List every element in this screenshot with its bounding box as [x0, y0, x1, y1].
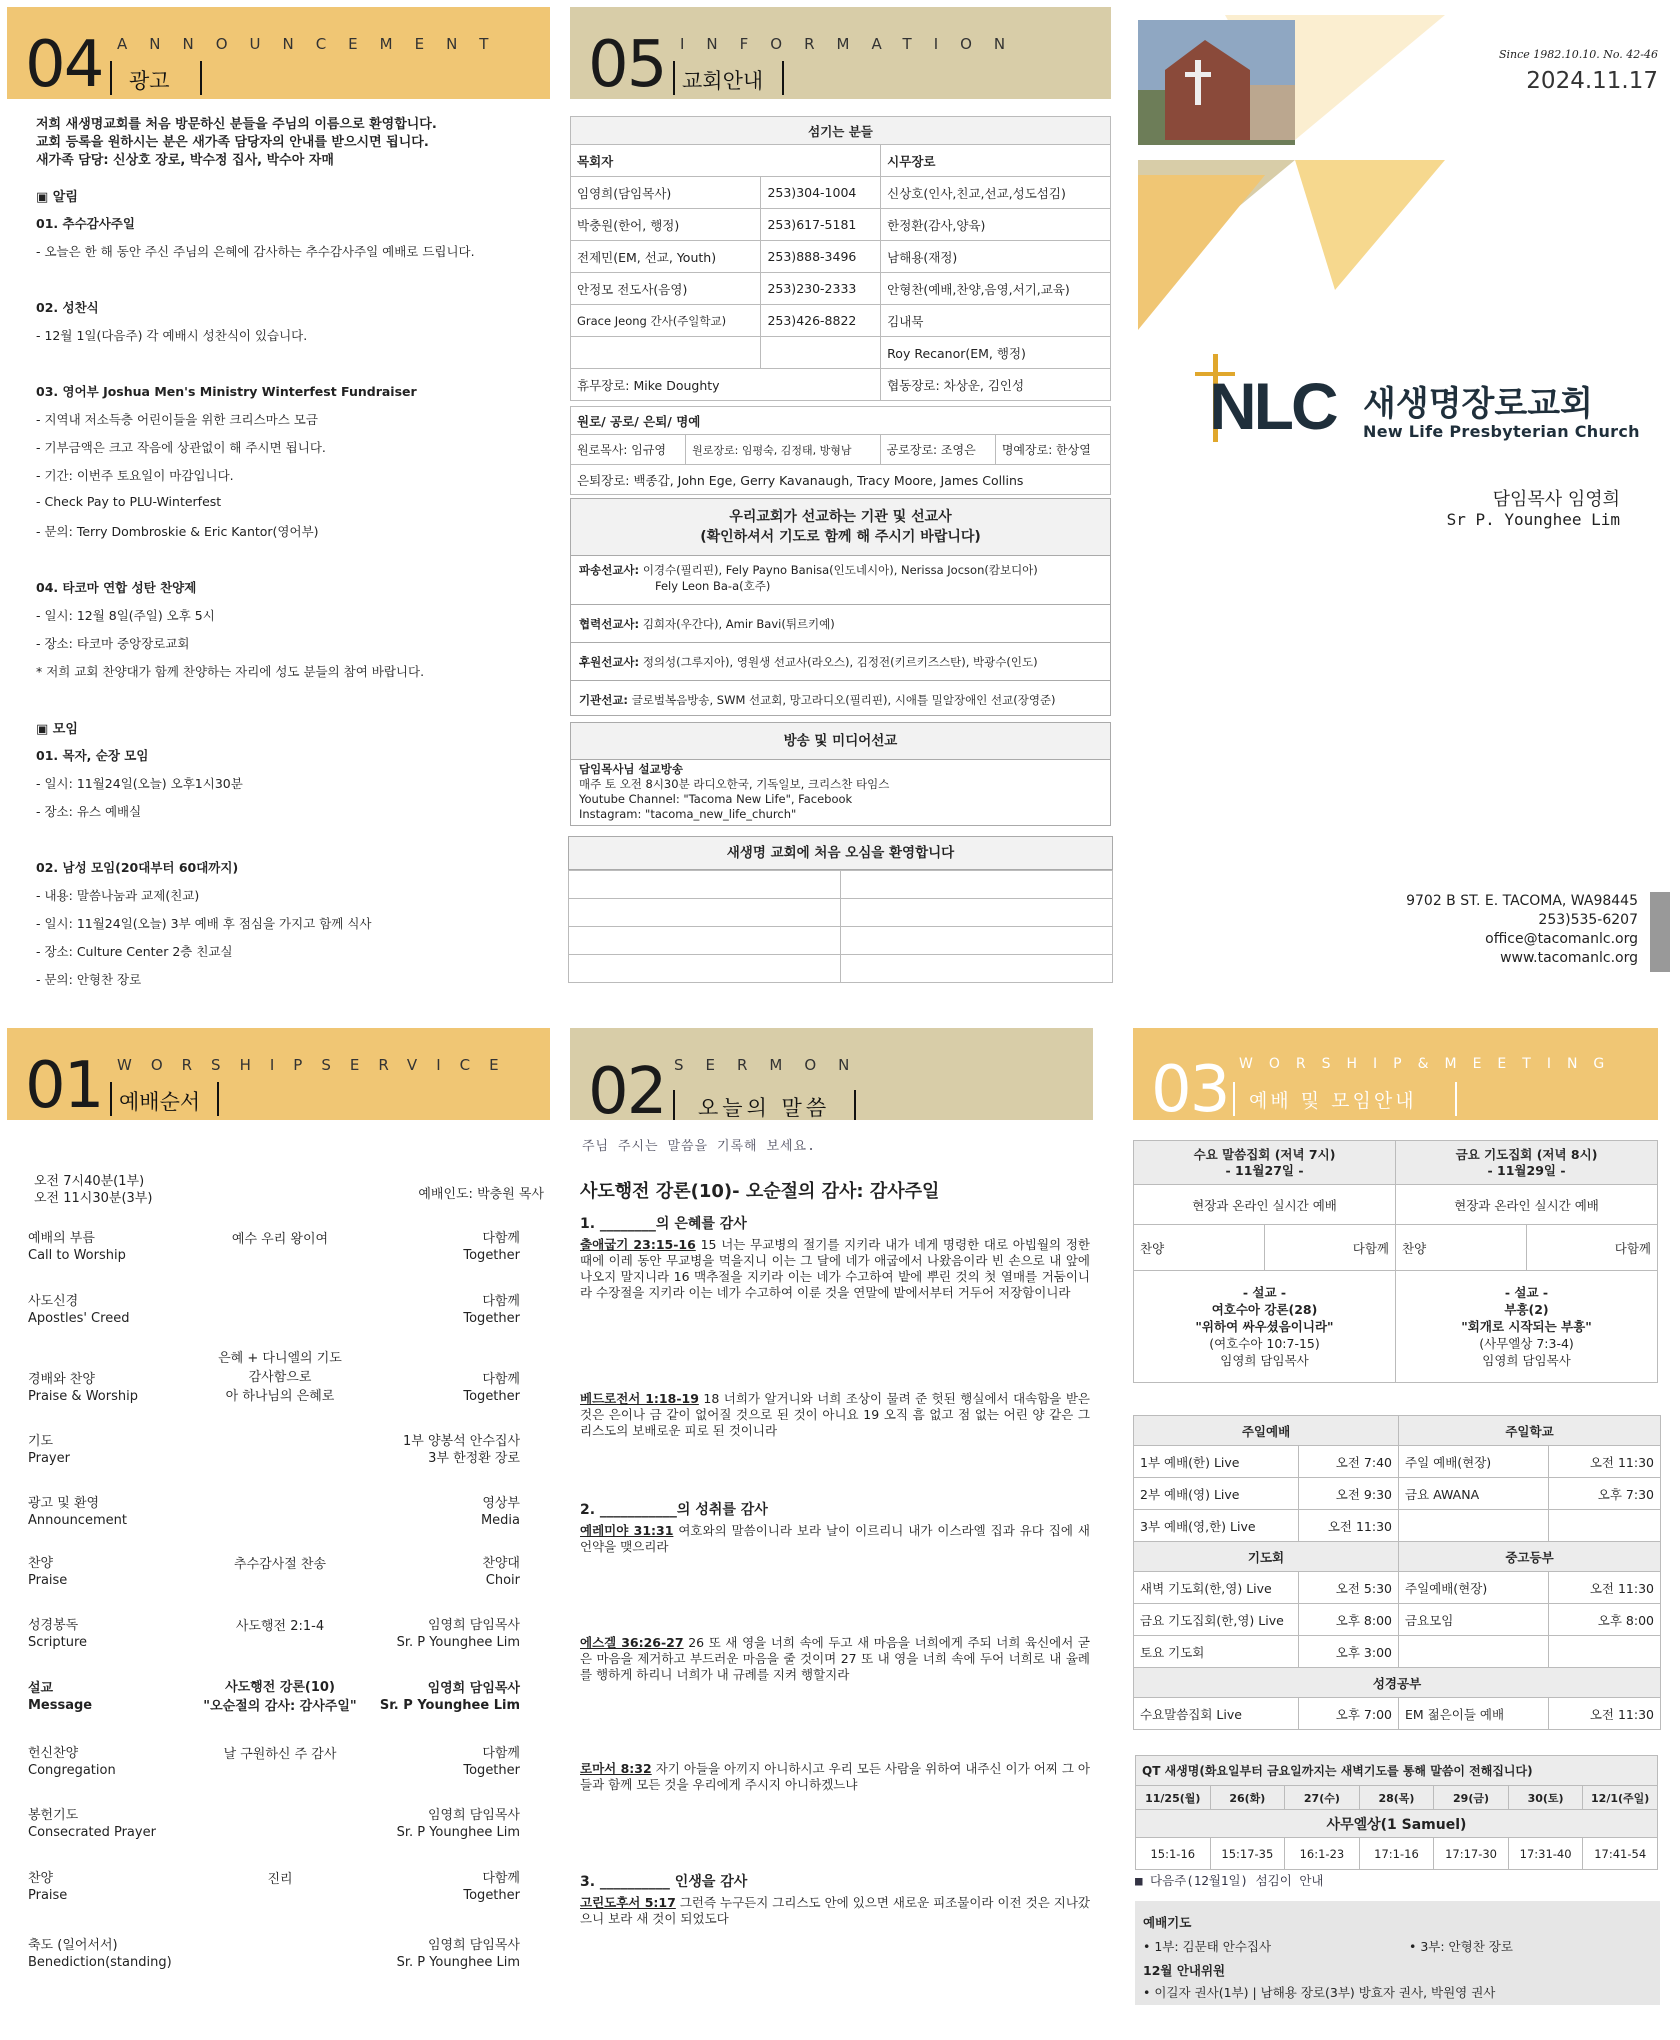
- worship-m: 사도행전 2:1-4: [235, 1619, 325, 1634]
- table-row: 임영희(담임목사) 253)304-1004 신상호(인사,친교,선교,성도섬김): [571, 177, 1111, 209]
- announcement-header: [7, 7, 550, 99]
- intro-line: 새가족 담당: 신상호 장로, 박수정 집사, 박수아 자매: [36, 153, 334, 168]
- worship-a: 예배의 부름 Call to Worship: [28, 1231, 126, 1263]
- sermon-title: 사도행전 강론(10)- 오순절의 감사: 감사주일: [580, 1181, 940, 1202]
- scripture-passage: 고린도후서 5:17 그런즉 누구든지 그리스도 안에 있으면 새로운 피조물이라 이전 것은 지나갔으니 보라 새 것이 되었도다: [580, 1895, 1090, 1926]
- worship-m: 추수감사절 찬송: [233, 1557, 327, 1572]
- coop-elder: 협동장로: 차상운, 김인성: [881, 369, 1111, 401]
- mission-title: [570, 498, 1111, 556]
- email-link[interactable]: office@tacomanlc.org: [1485, 931, 1638, 947]
- divider: [200, 61, 202, 95]
- table-row: 원로목사: 임규영 원로장로: 임평숙, 김정태, 방형남 공로장로: 조영은 명예장로: 한상열: [571, 435, 1111, 465]
- worship-a: 성경봉독 Scripture: [28, 1618, 88, 1650]
- pray-item: • 1부: 김문태 안수집사: [1143, 1939, 1272, 1954]
- qt-day: 29(금): [1434, 1786, 1509, 1810]
- media-line: Youtube Channel: "Tacoma New Life", Facebook: [579, 792, 853, 806]
- staff-title: 섬기는 분들: [571, 117, 1111, 145]
- next-week-box: [1135, 1901, 1660, 2005]
- qt-reference: 17:31-40: [1508, 1838, 1583, 1870]
- notice-line: - 일시: 11월24일(오늘) 오후1시30분: [36, 776, 243, 791]
- media-line: 매주 토 오전 8시30분 라디오한국, 기독일보, 크리스찬 타임스: [579, 777, 890, 791]
- table-row: Roy Recanor(EM, 행정): [571, 337, 1111, 369]
- worship-a: 찬양 Praise: [28, 1556, 68, 1588]
- notice-title: 03. 영어부 Joshua Men's Ministry Winterfest Fundraiser: [36, 384, 417, 399]
- notice-line: - 오늘은 한 해 동안 주신 주님의 은혜에 감사하는 추수감사주일 예배로 드립니다.: [36, 244, 475, 259]
- col-header: 시무장로: [881, 145, 1111, 177]
- worship-m: 사도행전 강론(10) "오순절의 감사: 감사주일": [203, 1680, 357, 1714]
- worship-a: 헌신찬양 Congregation: [28, 1746, 116, 1778]
- pastor-kor: 담임목사 임영희: [1492, 489, 1620, 510]
- notice-line: - Check Pay to PLU-Winterfest: [36, 494, 222, 509]
- table-row: 3부 예배(영,한) Live 오전 11:30: [1134, 1510, 1661, 1542]
- table-row: 금요 기도집회(한,영) Live 오후 8:00 금요모임 오후 8:00: [1134, 1604, 1661, 1636]
- elders-table: [570, 406, 1111, 495]
- church-address: [1406, 892, 1638, 968]
- section-title: 예배 및 모임안내: [1249, 1090, 1417, 1112]
- worship-r: 찬양대 Choir: [482, 1556, 520, 1588]
- mission-list: [570, 556, 1111, 716]
- col-header: 목회자: [571, 145, 881, 177]
- notice-line: - 지역내 저소득층 어린이들을 위한 크리스마스 모금: [36, 412, 318, 427]
- worship-m: 진리: [267, 1872, 293, 1887]
- side-bar: [1650, 892, 1670, 972]
- qt-day: 27(수): [1285, 1786, 1360, 1810]
- qt-day: 11/25(월): [1136, 1786, 1211, 1810]
- next-week-heading: ■ 다음주(12월1일) 섬김이 안내: [1135, 1873, 1324, 1888]
- table-row: 2부 예배(영) Live 오전 9:30 금요 AWANA 오후 7:30: [1134, 1478, 1661, 1510]
- notice-line: - 기간: 이번주 토요일이 마감입니다.: [36, 468, 234, 483]
- section-title: 교회안내: [682, 69, 764, 93]
- section-number: 04: [25, 28, 103, 99]
- section-title: 예배순서: [119, 1090, 201, 1114]
- sermon-header: [570, 1028, 1093, 1120]
- bulletin-date: 2024.11.17: [1526, 68, 1658, 94]
- sermon-point: 3. __________ 인생을 감사: [580, 1874, 748, 1890]
- table-row: 수요말씀집회 Live 오후 7:00 EM 젊은이들 예배 오전 11:30: [1134, 1698, 1661, 1730]
- worship-a: 찬양 Praise: [28, 1871, 68, 1903]
- notice-line: - 장소: 타코마 중앙장로교회: [36, 636, 190, 651]
- worship-r: 임영희 담임목사 Sr. P Younghee Lim: [379, 1681, 520, 1713]
- list-item: 후원선교사: 정의성(그루지아), 영원생 선교사(라오스), 김정전(키르키즈스탄), 박광수(인도): [579, 655, 1038, 669]
- worship-a: 설교 Message: [28, 1681, 93, 1713]
- section-label: SERMON: [674, 1056, 872, 1074]
- worship-r: 다함께 Together: [463, 1294, 520, 1326]
- worship-m: 은혜 + 다니엘의 기도 감사함으로 아 하나님의 은혜로: [218, 1351, 342, 1404]
- church-name-kor: 새생명장로교회: [1363, 384, 1593, 424]
- pastor-en: Sr P. Younghee Lim: [1446, 510, 1620, 529]
- intro-line: 저희 새생명교회를 처음 방문하신 분들을 주님의 이름으로 환영합니다.: [36, 117, 437, 132]
- retired-elders: 은퇴장로: 백종갑, John Ege, Gerry Kavanaugh, Tracy Moore, James Collins: [571, 465, 1111, 495]
- section-title: 광고: [129, 69, 170, 93]
- media-box: [570, 760, 1111, 826]
- divider: [1233, 1082, 1235, 1116]
- panel-worship-order: [0, 1025, 560, 2040]
- panel-worship-meeting: [1125, 1025, 1680, 2040]
- qt-reference: 17:41-54: [1583, 1838, 1658, 1870]
- mission-title-line: (확인하셔서 기도로 함께 해 주시기 바랍니다): [700, 529, 981, 545]
- midweek-table: 수요 말씀집회 (저녁 7시) - 11월27일 - 금요 기도집회 (저녁 8시) - 11월29일 - 현장과 온라인 실시간 예배 현장과 온라인 실시간 예배 찬양 다함께 찬양 다함께 - 설교 - 여호수아 강론(28) "위하여 싸우셨음이니라" (여호수아 10:7-15) 임영희 담임목사 - 설교 - 부흥(2) "회개로 시작되는 부흥" (사무엘상 7:3-4) 임영희 담임목사: [1133, 1140, 1658, 1383]
- notice-line: - 내용: 말씀나눔과 교제(친교): [36, 888, 200, 903]
- qt-day: 12/1(주일): [1583, 1786, 1658, 1810]
- guide-item: • 이길자 권사(1부) | 남해용 장로(3부) 방효자 권사, 박원영 권사: [1143, 1985, 1496, 2000]
- intro-line: 교회 등록을 원하시는 분은 새가족 담당자의 안내를 받으시면 됩니다.: [36, 135, 429, 150]
- notice-line: - 장소: Culture Center 2층 친교실: [36, 944, 233, 959]
- since-text: Since 1982.10.10. No. 42-46: [1498, 48, 1658, 61]
- meeting-header: [1133, 1028, 1658, 1120]
- qt-reference: 15:1-16: [1136, 1838, 1211, 1870]
- qt-day: 26(화): [1210, 1786, 1285, 1810]
- schedule-table: 주일예배 주일학교 1부 예배(한) Live 오전 7:40 주일 예배(현장) 오전 11:30 2부 예배(영) Live 오전 9:30 금요 AWANA 오후 7:30 3부 예배(영,한) Live 오전 11:30 기도회 중고등부 새벽 기도회(한,영) Live 오전 5:30 주일예배(현장) 오전 11:30 금요 기도집회(한,영) Live 오후 8:00 금요모임 오후 8:00 토요 기도회 오후 3:00 성경공부 수요말씀집회 Live 오후 7:00 EM 젊은이들 예배 오전 11:30: [1133, 1415, 1661, 1730]
- media-title: 방송 및 미디어선교: [570, 722, 1111, 760]
- table-row: 1부 예배(한) Live 오전 7:40 주일 예배(현장) 오전 11:30: [1134, 1446, 1661, 1478]
- notice-line: - 문의: 안형찬 장로: [36, 972, 142, 987]
- elder-title: 원로/ 공로/ 은퇴/ 명예: [571, 407, 1111, 435]
- divider: [217, 1082, 219, 1116]
- worship-r: 임영희 담임목사 Sr. P Younghee Lim: [396, 1938, 520, 1970]
- pray-heading: 예배기도: [1143, 1915, 1192, 1930]
- worship-leader: 예배인도: 박충원 목사: [418, 1187, 544, 1202]
- information-header: [570, 7, 1111, 99]
- divider: [673, 61, 675, 95]
- service-time: 오전 7시40분(1부): [34, 1174, 145, 1189]
- section-label: WORSHIP&MEETING: [1239, 1056, 1621, 1072]
- section-number: 01: [25, 1049, 103, 1120]
- table-row: Grace Jeong 간사(주일학교) 253)426-8822 김내묵: [571, 305, 1111, 337]
- section-title: 오늘의 말씀: [698, 1096, 831, 1120]
- qt-reference: 16:1-23: [1285, 1838, 1360, 1870]
- qt-reference: 17:17-30: [1434, 1838, 1509, 1870]
- worship-r: 영상부 Media: [480, 1496, 520, 1528]
- worship-header: [7, 1028, 550, 1120]
- section-number: 05: [588, 28, 666, 99]
- worship-a: 봉헌기도 Consecrated Prayer: [28, 1808, 156, 1840]
- meeting-heading: ▣ 모임: [36, 722, 78, 737]
- phone: 253)535-6207: [1538, 912, 1638, 928]
- worship-m: 날 구원하신 주 감사: [223, 1747, 337, 1762]
- mission-title-line: 우리교회가 선교하는 기관 및 선교사: [729, 509, 952, 525]
- worship-m: 예수 우리 왕이여: [231, 1232, 329, 1247]
- notice-line: - 장소: 유스 예배실: [36, 804, 142, 819]
- scripture-passage: 에스겔 36:26-27 26 또 새 영을 너희 속에 두고 새 마음을 너희에게 주되 너희 육신에서 굳은 마음을 제거하고 부드러운 마음을 줄 것이며 27 또 내 영을 너희 속에 두어 너희로 내 율례를 행하게 하리니 너희가 내 규례를 지켜 행할지라: [580, 1635, 1090, 1682]
- divider: [782, 61, 784, 95]
- section-label: ANNOUNCEMENT: [117, 35, 511, 53]
- divider: [854, 1090, 856, 1120]
- table-row: 전제민(EM, 선교, Youth) 253)888-3496 남해용(재정): [571, 241, 1111, 273]
- scripture-passage: 로마서 8:32 자기 아들을 아끼지 아니하시고 우리 모든 사람을 위하여 내주신 이가 어찌 그 아들과 함께 모든 것을 우리에게 주시지 아니하겠느냐: [580, 1761, 1090, 1792]
- qt-reference: 15:17-35: [1210, 1838, 1285, 1870]
- notice-line: - 일시: 12월 8일(주일) 오후 5시: [36, 608, 215, 623]
- website-link[interactable]: www.tacomanlc.org: [1500, 950, 1638, 966]
- notice-line: - 문의: Terry Dombroskie & Eric Kantor(영어부): [36, 524, 319, 539]
- media-line: 담임목사님 설교방송: [579, 762, 683, 776]
- sermon-note: 주님 주시는 말씀을 기록해 보세요.: [582, 1139, 816, 1154]
- notice-line: * 저희 교회 찬양대가 함께 찬양하는 자리에 성도 분들의 참여 바랍니다.: [36, 664, 425, 679]
- worship-r: 다함께 Together: [463, 1871, 520, 1903]
- welcome-intro: [36, 116, 437, 170]
- notice-line: - 기부금액은 크고 작음에 상관없이 해 주시면 됩니다.: [36, 440, 326, 455]
- staff-table: [570, 116, 1111, 401]
- rest-elder: 휴무장로: Mike Doughty: [571, 369, 881, 401]
- section-label: INFORMATION: [680, 35, 1028, 53]
- service-time: 오전 11시30분(3부): [34, 1191, 153, 1206]
- list-item: 파송선교사: 이경수(필리핀), Fely Payno Banisa(인도네시아), Nerissa Jocson(캄보디아) Fely Leon Ba-a(호주): [579, 563, 1038, 593]
- scripture-passage: 출애굽기 23:15-16 15 너는 무교병의 절기를 지키라 내가 네게 명령한 대로 아빕월의 정한 때에 이레 동안 무교병을 먹을지니 이는 그 달에 네가 애굽에서 나왔음이라 빈 손으로 내 앞에 나오지 말지니라 16 맥추절을 지키라 이는 네가 수고하여 밭에 뿌린 것의 첫 열매를 거둠이니라 수장절을 지키라 이는 네가 수고하여 이룬 것을 연말에 밭에서부터 거두어 저장함이니라: [580, 1237, 1090, 1300]
- notice-title: 01. 추수감사주일: [36, 216, 135, 231]
- table-row: 토요 기도회 오후 3:00: [1134, 1636, 1661, 1668]
- table-row: 박충원(한어, 행정) 253)617-5181 한정환(감사,양육): [571, 209, 1111, 241]
- alarm-heading: ▣ 알림: [36, 190, 78, 205]
- media-line: Instagram: "tacoma_new_life_church": [579, 807, 797, 821]
- notice-line: - 일시: 11월24일(오늘) 3부 예배 후 점심을 가지고 함께 식사: [36, 916, 372, 931]
- worship-a: 사도신경 Apostles' Creed: [28, 1294, 130, 1326]
- notice-title: 02. 남성 모임(20대부터 60대까지): [36, 860, 239, 875]
- table-row: 새벽 기도회(한,영) Live 오전 5:30 주일예배(현장) 오전 11:30: [1134, 1572, 1661, 1604]
- guide-heading: 12월 안내위원: [1143, 1963, 1226, 1978]
- worship-a: 기도 Prayer: [28, 1434, 70, 1466]
- worship-r: 임영희 담임목사 Sr. P Younghee Lim: [396, 1618, 520, 1650]
- notice-title: 04. 타코마 연합 성탄 찬양제: [36, 580, 197, 595]
- notice-line: - 12월 1일(다음주) 각 예배시 성찬식이 있습니다.: [36, 328, 308, 343]
- scripture-passage: 베드로전서 1:18-19 18 너희가 알거니와 너희 조상이 물려 준 헛된 행실에서 대속함을 받은 것은 은이나 금 같이 없어질 것으로 된 것이 아니요 19 오직 흠 없고 점 없는 어린 양 같은 그리스도의 보배로운 피로 된 것이니라: [580, 1391, 1090, 1438]
- divider: [110, 1082, 112, 1116]
- worship-r: 다함께 Together: [463, 1231, 520, 1263]
- qt-day: 30(토): [1508, 1786, 1583, 1810]
- scripture-passage: 예레미야 31:31 여호와의 말씀이니라 보라 날이 이르리니 내가 이스라엘 집과 유다 집에 새 언약을 맺으리라: [580, 1523, 1090, 1554]
- welcome-title: 새생명 교회에 처음 오심을 환영합니다: [568, 836, 1113, 870]
- worship-r: 다함께 Together: [463, 1746, 520, 1778]
- section-label: WORSHIPSERVICE: [117, 1056, 518, 1074]
- visitor-table: [568, 870, 1113, 983]
- notice-title: 02. 성찬식: [36, 300, 99, 315]
- worship-a: 경배와 찬양 Praise & Worship: [28, 1372, 138, 1404]
- worship-a: 축도 (일어서서) Benediction(standing): [28, 1938, 172, 1970]
- divider: [673, 1090, 675, 1120]
- notice-title: 01. 목자, 순장 모임: [36, 748, 149, 763]
- divider: [1455, 1082, 1457, 1116]
- worship-r: 1부 양봉석 안수집사 3부 한정환 장로: [403, 1434, 520, 1466]
- worship-r: 다함께 Together: [463, 1372, 520, 1404]
- panel-cover: [1125, 0, 1680, 1000]
- address-line: 9702 B ST. E. TACOMA, WA98445: [1406, 893, 1638, 909]
- table-row: 안정모 전도사(음영) 253)230-2333 안형찬(예배,찬양,음영,서기,교육): [571, 273, 1111, 305]
- logo-nlc: NLC: [1209, 369, 1336, 443]
- section-number: 02: [588, 1055, 666, 1120]
- church-logo: [1195, 350, 1640, 460]
- list-item: 기관선교: 글로벌복음방송, SWM 선교회, 망고라디오(필리핀), 시애틀 밀알장애인 선교(장영준): [579, 693, 1056, 707]
- section-number: 03: [1151, 1053, 1229, 1120]
- worship-a: 광고 및 환영 Announcement: [28, 1496, 127, 1528]
- qt-table: QT 새생명(화요일부터 금요일까지는 새벽기도를 통해 말씀이 전해집니다) 11/25(월) 26(화) 27(수) 28(목) 29(금) 30(토) 12/1(주일) 사무엘상(1 Samuel) 15:1-16 15:17-35 16:1-23 17:1-16 17:17-30 17:31-40 17:41-54: [1135, 1755, 1658, 1870]
- list-item: 협력선교사: 김희자(우간다), Amir Bavi(튀르키예): [579, 617, 835, 631]
- qt-reference: 17:1-16: [1359, 1838, 1434, 1870]
- sermon-point: 1. ________의 은혜를 감사: [580, 1216, 747, 1232]
- divider: [110, 61, 112, 95]
- panel-announcement: [0, 0, 560, 1000]
- church-name-en: New Life Presbyterian Church: [1363, 422, 1640, 441]
- sermon-point: 2. ___________의 성취를 감사: [580, 1502, 768, 1518]
- panel-information: [566, 0, 1116, 1000]
- service-times: [34, 1173, 152, 1207]
- pray-item: • 3부: 안형찬 장로: [1409, 1939, 1513, 1954]
- worship-r: 임영희 담임목사 Sr. P Younghee Lim: [396, 1808, 520, 1840]
- qt-day: 28(목): [1359, 1786, 1434, 1810]
